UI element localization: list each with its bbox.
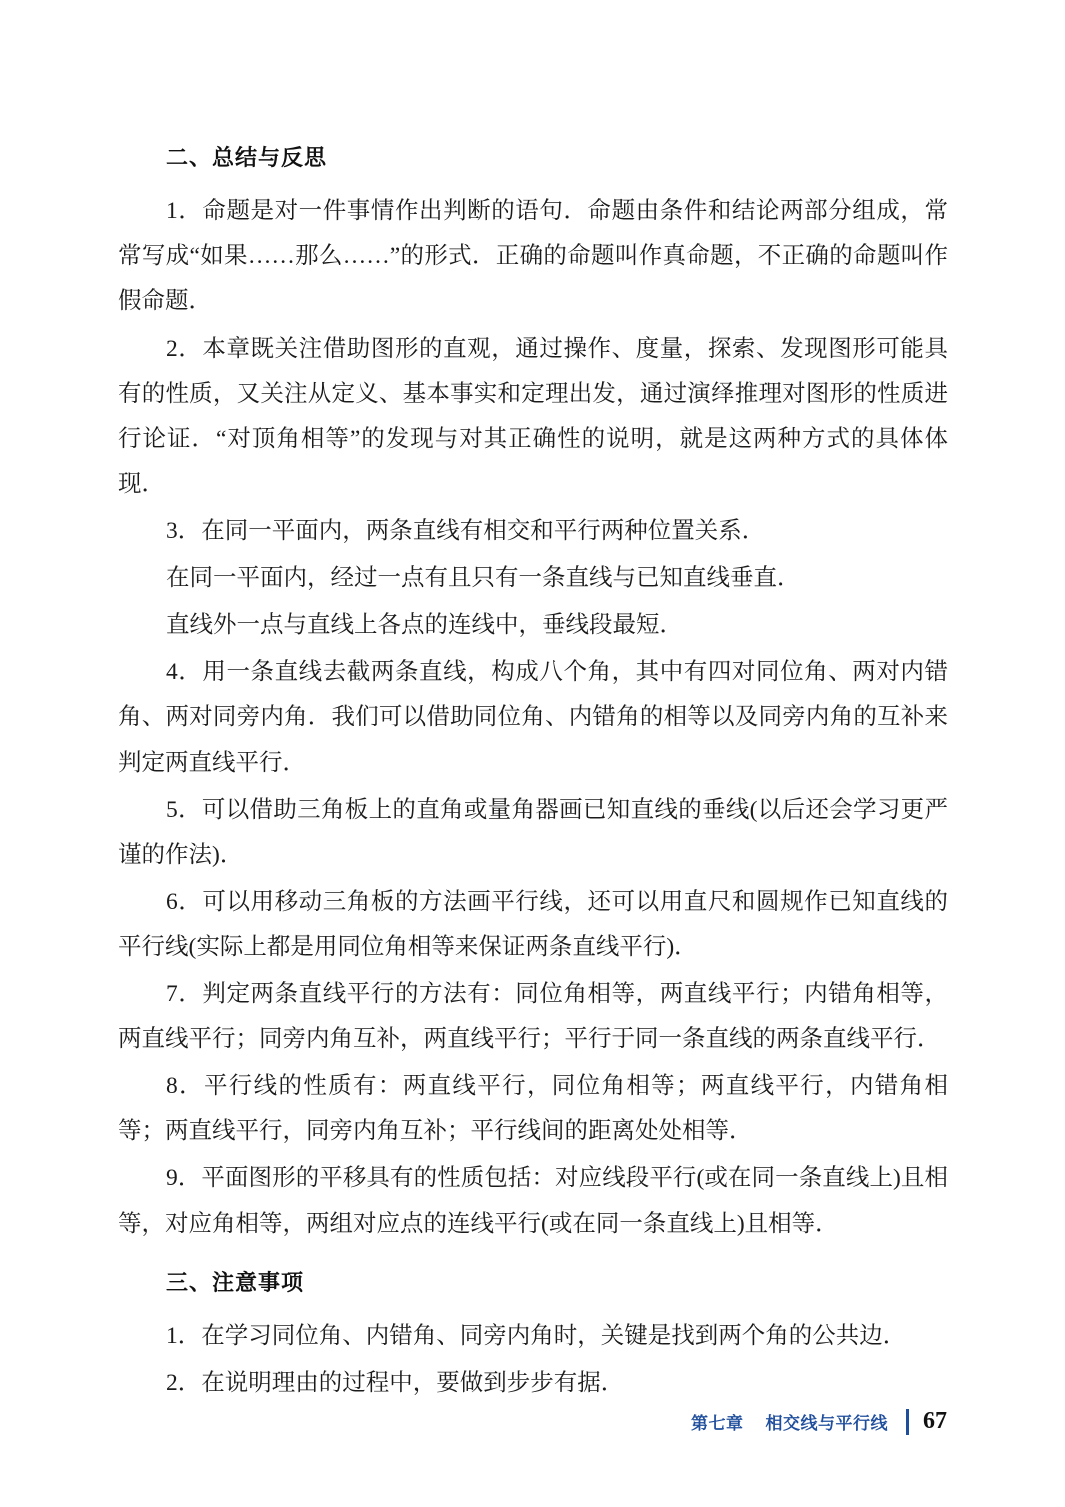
footer-divider [906,1409,909,1435]
paragraph: 6．可以用移动三角板的方法画平行线，还可以用直尺和圆规作已知直线的平行线(实际上都是用同位角相等来保证两条直线平行)． [118,888,948,960]
section-heading-summary: 二、总结与反思 [166,145,328,170]
paragraph: 在同一平面内，经过一点有且只有一条直线与已知直线垂直． [166,565,801,592]
paragraph: 直线外一点与直线上各点的连线中，垂线段最短． [166,612,683,639]
footer-chapter-title: 相交线与平行线 [765,1414,888,1433]
footer-inner [691,1408,947,1435]
paragraph: 4．用一条直线去截两条直线，构成八个角，其中有四对同位角、两对内错角、两对同旁内角．我们可以借助同位角、内错角的相等以及同旁内角的互补来判定两直线平行． [118,659,948,776]
page-number: 67 [923,1408,947,1434]
paragraph: 1．在学习同位角、内错角、同旁内角时，关键是找到两个角的公共边． [166,1322,907,1349]
paragraph: 7．判定两条直线平行的方法有：同位角相等，两直线平行；内错角相等，两直线平行；同旁内角互补，两直线平行；平行于同一条直线的两条直线平行． [118,981,948,1053]
paragraph: 2．在说明理由的过程中，要做到步步有据． [166,1370,625,1396]
paragraph: 2．本章既关注借助图形的直观，通过操作、度量，探索、发现图形可能具有的性质，又关注从定义、基本事实和定理出发，通过演绎推理对图形的性质进行论证．“对顶角相等”的发现与对其正确性的说明，就是这两种方式的具体体现． [118,335,948,497]
footer-chapter-label: 第七章 [691,1414,744,1433]
page-footer [0,1401,1065,1435]
paragraph: 3．在同一平面内，两条直线有相交和平行两种位置关系． [166,517,766,544]
paragraph: 9．平面图形的平移具有的性质包括：对应线段平行(或在同一条直线上)且相等，对应角相等，两组对应点的连线平行(或在同一条直线上)且相等． [118,1165,948,1237]
paragraph: 8．平行线的性质有：两直线平行，同位角相等；两直线平行，内错角相等；两直线平行，同旁内角互补；平行线间的距离处处相等． [118,1073,948,1145]
paragraph: 5．可以借助三角板上的直角或量角器画已知直线的垂线(以后还会学习更严谨的作法)． [118,796,948,868]
paragraph: 1．命题是对一件事情作出判断的语句．命题由条件和结论两部分组成，常常写成“如果……那么……”的形式．正确的命题叫作真命题，不正确的命题叫作假命题． [118,198,948,315]
section-heading-notes: 三、注意事项 [166,1269,305,1295]
page-content [118,140,948,1408]
